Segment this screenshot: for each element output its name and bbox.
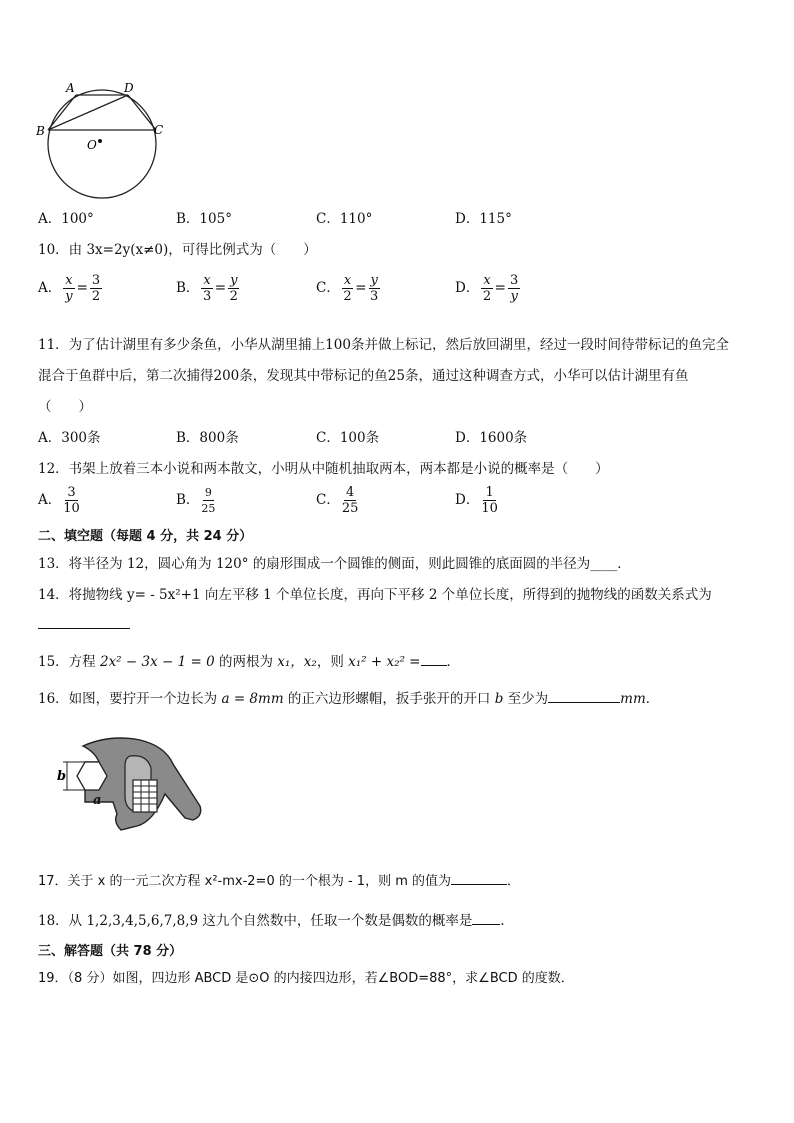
- q11-line-2: 混合于鱼群中后，第二次捕得200条，发现其中带标记的鱼25条，通过这种调查方式，小华可以估计湖里有鱼: [38, 368, 689, 384]
- q11-option-a: A．300条: [38, 430, 101, 446]
- q12-stem: 12．书架上放着三本小说和两本散文，小明从中随机抽取两本，两本都是小说的概率是（ ）: [38, 461, 609, 477]
- circle-figure: [36, 78, 176, 204]
- q10-option-d: D． $\frac{x}{2}$ = $\frac{3}{y}$: [455, 273, 519, 304]
- frac-den: 2: [91, 289, 101, 304]
- q11-line-1: 11．为了估计湖里有多少条鱼，小华从湖里捕上100条并做上标记，然后放回湖里，经过一段时间待带标记的鱼完全: [38, 337, 729, 353]
- q18-text: [38, 909, 514, 929]
- q11-option-d: D．1600条: [455, 430, 528, 446]
- q16-unit: mm: [620, 691, 646, 707]
- chord-ba: [48, 95, 76, 130]
- chord-bd: [48, 95, 128, 130]
- frac-den: 3: [370, 289, 379, 304]
- frac-num: x: [483, 273, 491, 288]
- frac-num: x: [343, 273, 352, 288]
- q11-option-b: B．800条: [176, 430, 239, 446]
- q9-option-d: D．115°: [455, 211, 512, 227]
- frac-num: x: [203, 273, 211, 288]
- q15-post: ，则: [316, 654, 349, 670]
- frac-num: 3: [91, 273, 101, 288]
- option-label: C．: [316, 492, 340, 508]
- frac-num: x: [65, 273, 73, 288]
- option-label: A．: [38, 280, 62, 296]
- q9-option-a: A．100°: [38, 211, 94, 227]
- option-label: C．: [316, 280, 340, 296]
- frac-den: 2: [343, 289, 352, 304]
- q17-text: [38, 870, 520, 889]
- frac-den: y: [510, 289, 518, 304]
- section-solutions-heading: 三、解答题（共 78 分）: [38, 944, 183, 959]
- frac-den: 10: [481, 501, 498, 516]
- q12-option-b: [176, 485, 217, 516]
- frac-num: 3: [67, 485, 76, 500]
- frac-den: 25: [201, 502, 216, 515]
- q16-pre: 16．如图，要拧开一个边长为: [38, 691, 222, 707]
- q10-option-b: B． $\frac{x}{3}$ = $\frac{y}{2}$: [176, 273, 238, 304]
- q16-post: 至少为: [503, 691, 549, 707]
- q12-option-c: [316, 485, 360, 516]
- frac-num: 1: [485, 485, 494, 500]
- q10-option-a: A． $\frac{x}{y}$ = $\frac{3}{2}$: [38, 273, 101, 304]
- q15-expression: x₁² + x₂² =: [348, 654, 421, 670]
- wrench-screw: [133, 780, 157, 812]
- q12-option-a: [38, 485, 82, 516]
- q15-roots: x₁，x₂: [277, 654, 317, 670]
- q18-end: ．: [500, 913, 514, 929]
- frac-den: 2: [482, 289, 492, 304]
- q15-pre: 15．方程: [38, 654, 100, 670]
- label-a: A: [66, 81, 75, 95]
- chord-dc: [128, 95, 156, 130]
- section-fill-in-blank-heading: 二、填空题（每题 4 分，共 24 分）: [38, 529, 253, 544]
- q16-text: [38, 687, 659, 707]
- q16-end: ．: [645, 691, 660, 707]
- q9-option-c: C．110°: [316, 211, 373, 227]
- frac-den: 3: [202, 289, 212, 304]
- q10-option-c: C． $\frac{x}{2}$ = $\frac{y}{3}$: [316, 273, 379, 304]
- frac-num: 4: [345, 485, 355, 500]
- option-label: A．: [38, 492, 62, 508]
- q15-mid: 的两根为: [214, 654, 278, 670]
- q16-variable: b: [494, 691, 504, 707]
- q17-answer-blank: [451, 884, 507, 885]
- q16-answer-blank: [548, 702, 620, 703]
- label-b: b: [57, 769, 67, 784]
- q15-equation: 2x² − 3x − 1 = 0: [99, 654, 215, 670]
- center-point: [98, 139, 102, 143]
- q14-answer-blank: [38, 628, 130, 629]
- option-label: B．: [176, 280, 200, 296]
- option-label: B．: [176, 492, 200, 508]
- label-d: D: [124, 81, 134, 95]
- q17-end: ．: [507, 874, 521, 889]
- frac-den: 10: [63, 501, 80, 516]
- q12-option-d: [455, 485, 500, 516]
- q13-text: 13．将半径为 12，圆心角为 120° 的扇形围成一个圆锥的侧面，则此圆锥的底面圆的半径为____．: [38, 556, 631, 572]
- q16-mid: 的正六边形螺帽，扳手张开的开口: [283, 691, 495, 707]
- label-a: a: [93, 793, 102, 808]
- q11-option-c: C．100条: [316, 430, 380, 446]
- q19-text: 19．（8 分）如图，四边形 ABCD 是⊙O 的内接四边形，若∠BOD=88°，求∠BCD 的度数．: [38, 971, 574, 986]
- frac-num: y: [230, 273, 238, 288]
- label-o: O: [87, 138, 97, 152]
- frac-num: 9: [204, 486, 212, 499]
- frac-den: y: [65, 289, 73, 304]
- q15-end: ．: [446, 654, 460, 670]
- option-label: D．: [455, 492, 480, 508]
- q10-stem: 10．由 3x=2y(x≠0)，可得比例式为（ ）: [38, 242, 317, 258]
- q14-line-1: 14．将抛物线 y= - 5x²+1 向左平移 1 个单位长度，再向下平移 2 个单位长度，所得到的抛物线的函数关系式为: [38, 587, 712, 603]
- q16-equation: a = 8mm: [221, 691, 284, 707]
- frac-den: 2: [229, 289, 238, 304]
- frac-num: 3: [509, 273, 519, 288]
- q18-stem: 18．从 1,2,3,4,5,6,7,8,9 这九个自然数中，任取一个数是偶数的概率是: [38, 913, 473, 929]
- q18-answer-blank: [472, 924, 500, 925]
- q11-line-3: （ ）: [38, 399, 92, 415]
- frac-num: y: [370, 273, 378, 288]
- wrench-figure: [55, 734, 205, 834]
- label-c: C: [154, 123, 164, 137]
- q15-text: [38, 650, 460, 670]
- q9-option-b: B．105°: [176, 211, 232, 227]
- q15-answer-blank: [421, 665, 447, 666]
- q17-stem: 17．关于 x 的一元二次方程 x²-mx-2=0 的一个根为 - 1，则 m 的值为: [38, 874, 451, 889]
- frac-den: 25: [341, 501, 359, 516]
- label-b: B: [36, 124, 45, 138]
- option-label: D．: [455, 280, 480, 296]
